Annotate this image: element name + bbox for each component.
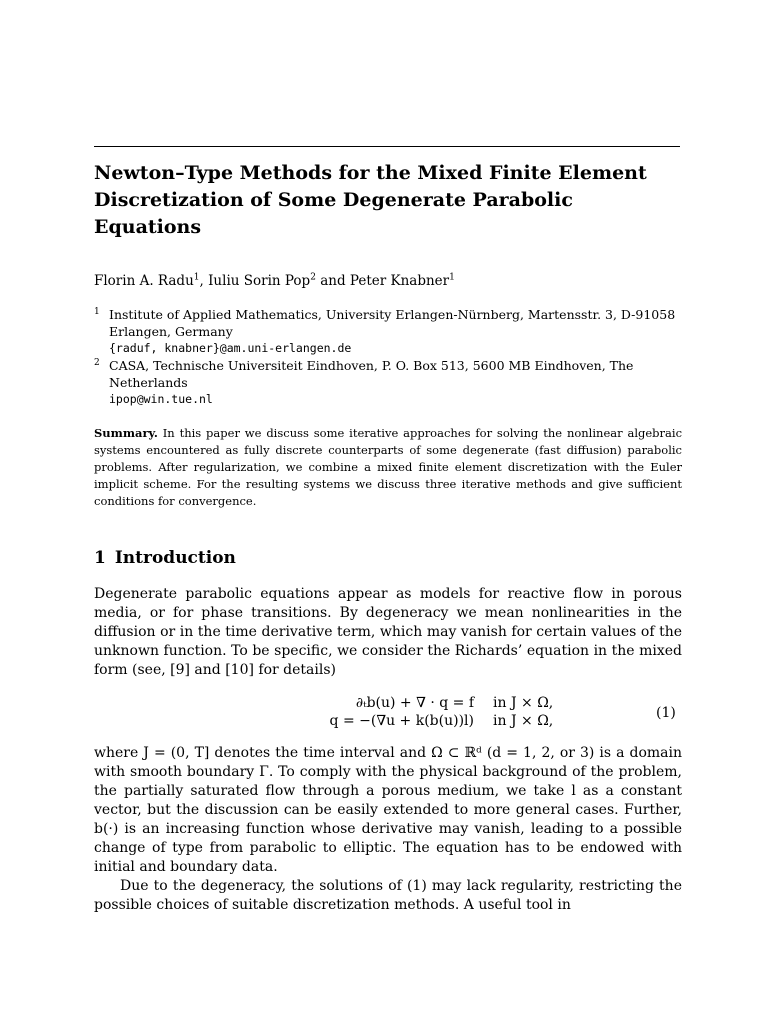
- affiliation-list: [94, 306, 680, 408]
- affiliation-email: {raduf, knabner}@am.uni-erlangen.de: [109, 341, 352, 355]
- author-separator: and: [315, 273, 350, 289]
- equation-line-2: q = −(∇u + k(b(u))l): [329, 713, 474, 729]
- affiliation-text: CASA, Technische Universiteit Eindhoven, P. O. Box 513, 5600 MB Eindhoven, The Netherlands: [109, 358, 634, 390]
- body-paragraph: where J = (0, T] denotes the time interval and Ω ⊂ ℝᵈ (d = 1, 2, or 3) is a domain with smooth boundary Γ. To comply with the physical background of the problem, the partially saturated flow through a porous medium, we take l as a constant vector, but the discussion can be easily extended to more general cases. Further, b(·) is an increasing function whose derivative may vanish, leading to a possible change of type from parabolic to elliptic. The equation has to be endowed with initial and boundary data.: [94, 745, 682, 875]
- section-title: Introduction: [114, 548, 236, 568]
- equation-line-1: ∂ₜb(u) + ∇ · q = f: [355, 695, 474, 711]
- author-affil-marker: 2: [310, 272, 316, 283]
- author-name: Iuliu Sorin Pop: [208, 273, 311, 289]
- affiliation: [94, 306, 680, 357]
- summary-text: In this paper we discuss some iterative approaches for solving the nonlinear algebraic systems encountered as fully discrete counterparts of some degenerate (fast diffusion) parabolic problems. After regularization, we combine a mixed finite element discretization with the Euler implicit scheme. For the resulting systems we discuss three iterative methods and give sufficient conditions for convergence.: [94, 426, 683, 508]
- author-affil-marker: 1: [449, 272, 455, 283]
- header-rule: [94, 146, 680, 147]
- equation-number: (1): [656, 705, 676, 721]
- body-paragraph: Due to the degeneracy, the solutions of (1) may lack regularity, restricting the possible choices of suitable discretization methods. A useful tool in: [94, 878, 682, 913]
- equation-domain-2: in J × Ω,: [493, 713, 554, 729]
- affiliation-number: 1: [94, 307, 100, 317]
- affiliation-text: Institute of Applied Mathematics, University Erlangen-Nürnberg, Martensstr. 3, D-91058 Erlangen, Germany: [109, 307, 676, 339]
- body-paragraph: Degenerate parabolic equations appear as models for reactive flow in porous media, or for phase transitions. By degeneracy we mean nonlinearities in the diffusion or in the time derivative term, which may vanish for certain values of the unknown function. To be specific, we consider the Richards’ equation in the mixed form (see, [9] and [10] for details): [94, 586, 682, 678]
- affiliation-email: ipop@win.tue.nl: [109, 392, 213, 406]
- section-heading: [94, 546, 236, 570]
- affiliation: [94, 357, 680, 408]
- summary-abstract: [94, 425, 682, 510]
- equation-domain-1: in J × Ω,: [493, 695, 554, 711]
- author-affil-marker: 1: [193, 272, 200, 283]
- author-name: Peter Knabner: [349, 273, 450, 289]
- section-number: 1: [94, 548, 106, 568]
- summary-label: Summary.: [94, 426, 158, 440]
- author-name: Florin A. Radu: [94, 273, 194, 289]
- paper-title: Newton–Type Methods for the Mixed Finite Element Discretization of Some Degenerate Parabolic Equations: [94, 162, 647, 238]
- author-separator: ,: [199, 273, 209, 289]
- affiliation-number: 2: [94, 358, 100, 368]
- author-list: [94, 271, 455, 291]
